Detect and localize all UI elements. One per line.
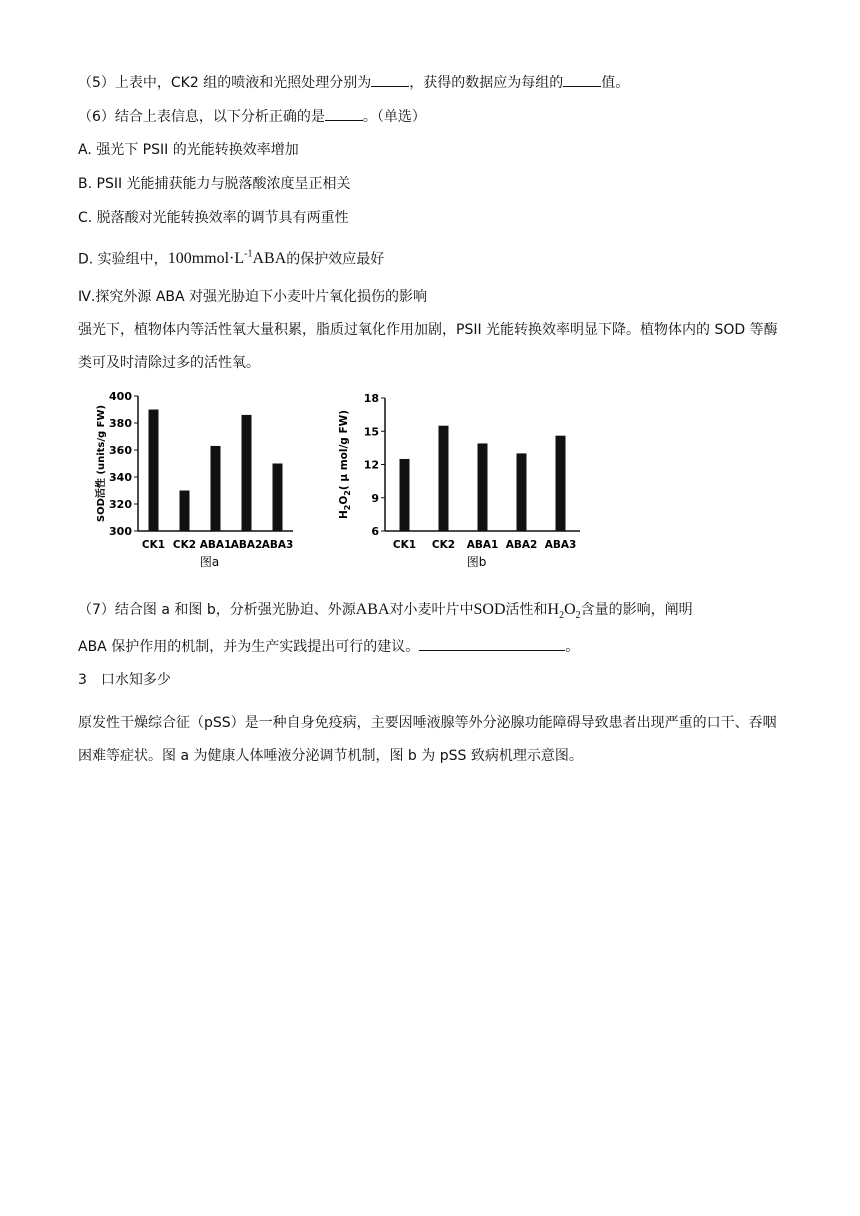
option-d: D. 实验组中，$100mmol\cdot L^{-1}ABA$的保护效应最好 [78,249,385,268]
chart-a-x-tick-label: CK1 [141,539,166,551]
chart-b-x-tick-label: ABA3 [544,539,577,551]
answer-blank [419,636,565,651]
bar-charts-svg [90,388,590,578]
concentration-formula: $100mmol\cdot L^{-1}ABA$ [167,249,287,268]
chart-b-x-tick-label: ABA1 [466,539,499,551]
section-3-paragraph: 原发性干燥综合征（pSS）是一种自身免疫病，主要因唾液腺等外分泌腺功能障碍导致患者出现严重的口干、吞咽困难等症状。图 a 为健康人体唾液分泌调节机制，图 b 为 pSS 致病机理示意图。 [78,715,777,764]
chart-a-x-tick-label: CK2 [172,539,197,551]
chart-b-bar [400,459,410,531]
chart-b-bar [556,436,566,531]
question-7-line2: ABA 保护作用的机制，并为生产实践提出可行的建议。 。 [78,636,782,657]
section-4-heading: Ⅳ.探究外源 ABA 对强光胁迫下小麦叶片氧化损伤的影响 [78,289,428,305]
chart-b-x-tick-label: ABA2 [505,539,538,551]
chart-b-y-tick-label: 12 [363,458,379,472]
chart-b-x-tick-label: CK1 [392,539,417,551]
chart-a-bar [211,446,221,531]
option-a: A. 强光下 PSII 的光能转换效率增加 [78,142,299,158]
chart-a-bar [242,415,252,531]
chart-a-y-tick-label: 320 [109,498,132,511]
chart-b-caption: 图b [466,555,487,569]
chart-a-bar [180,491,190,532]
chart-b-bar [439,426,449,531]
question-7: （7）结合图 a 和图 b，分析强光胁迫、外源ABA对小麦叶片中SOD活性和$H_2O_2$含量的影响，阐明 [78,601,693,622]
option-b: B. PSII 光能捕获能力与脱落酸浓度呈正相关 [78,176,351,192]
chart-b-y-tick-label: 18 [363,392,379,405]
chart-b-bar [478,443,488,531]
chart-a-bar [273,464,283,532]
chart-b-y-tick-label: 15 [363,425,379,439]
chart-b-bar [517,453,527,531]
chart-b-y-label: $H_2O_2$( μ mol/g FW) [338,409,352,520]
chart-b-y-tick-label: 9 [371,491,379,505]
chart-a-y-tick-label: 300 [109,525,132,538]
answer-blank [325,106,363,121]
chart-a-x-tick-label: ABA1 [199,539,232,551]
figure-charts [90,388,590,578]
chart-a-y-tick-label: 380 [109,417,132,430]
chart-b-y-tick-label: 6 [371,525,379,538]
chart-a-caption: 图a [199,555,220,569]
chart-b-x-tick-label: CK2 [431,539,456,551]
section-3-heading: 3 口水知多少 [78,672,171,688]
chart-a-y-tick-label: 400 [109,390,132,403]
question-5: （5）上表中，CK2 组的喷液和光照处理分别为 ，获得的数据应为每组的 值。 [78,72,782,93]
h2o2-formula: $H_2O_2$ [547,601,581,622]
option-c: C. 脱落酸对光能转换效率的调节具有两重性 [78,210,349,226]
chart-a-y-tick-label: 360 [109,444,132,457]
section-4-paragraph: 强光下，植物体内等活性氧大量积累，脂质过氧化作用加剧，PSII 光能转换效率明显下降。植物体内的 SOD 等酶类可及时清除过多的活性氧。 [78,322,778,371]
question-6: （6）结合上表信息，以下分析正确的是 。（单选） [78,106,782,127]
answer-blank [563,72,601,87]
answer-blank [371,72,409,87]
chart-a-x-tick-label: ABA3 [261,539,294,551]
chart-a-y-label: SOD活性 (units/g FW) [96,404,107,523]
chart-a-x-tick-label: ABA2 [230,539,263,551]
chart-a-y-tick-label: 340 [109,471,132,484]
chart-a-bar [149,410,159,532]
